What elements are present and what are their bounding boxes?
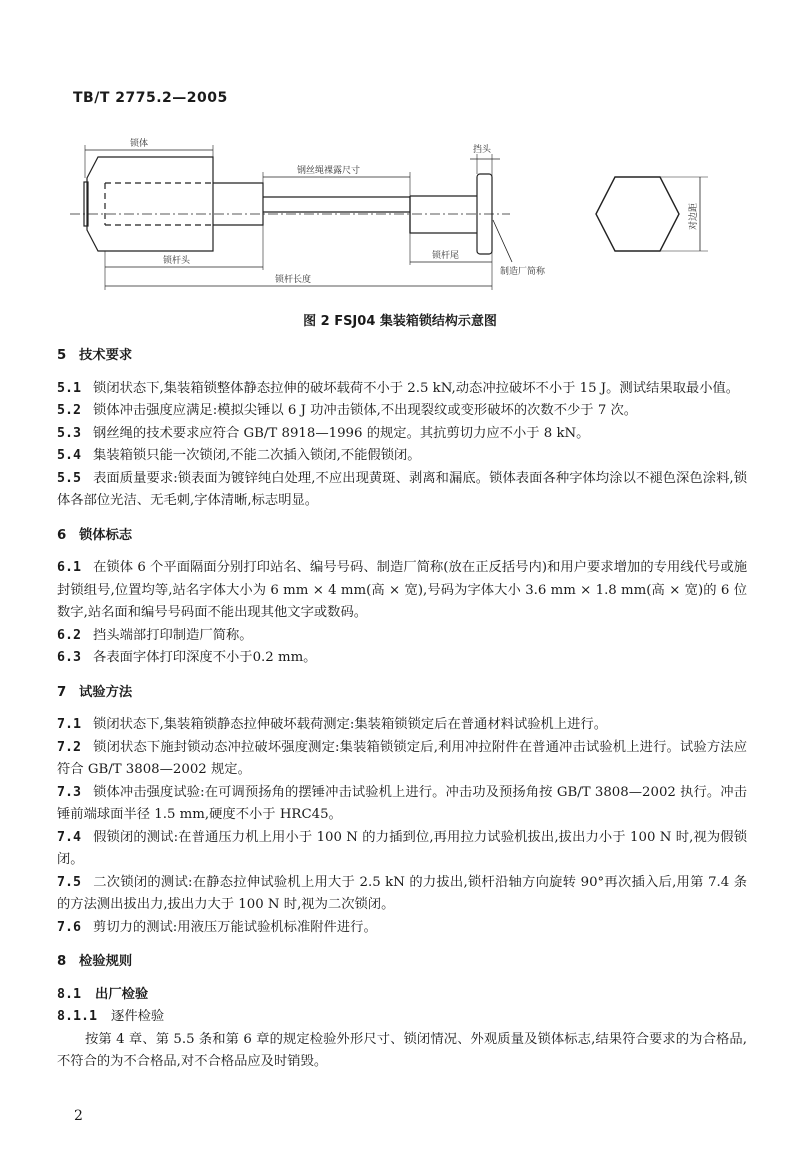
clause-5-2: 5.2 锁体冲击强度应满足:模拟尖锤以 6 J 功冲击锁体,不出现裂纹或变形破坏的次数不少于 7 次。 (57, 403, 638, 418)
label-rod-length: 锁杆长度 (275, 275, 312, 285)
label-wire-exposed: 钢丝绳裸露尺寸 (297, 166, 361, 176)
label-stop-head: 挡头 (473, 145, 492, 155)
clause-6-1: 6.1 在锁体 6 个平面隔面分别打印站名、编号号码、制造厂简称(放在正反括号内)和用户要求增加的专用线代号或施封锁组号,位置均等,站名字体大小为 6 mm × 4 mm(高 × 宽),号码为字体大小 3.6 mm × 1.8 mm(高 × 宽)的 6 位数字,站名面和编号号码面不能出现其他文字或数码。 (57, 560, 747, 620)
section-7-heading: 7 试验方法 (57, 684, 133, 700)
figure-caption: 图 2 FSJ04 集装箱锁结构示意图 (303, 314, 497, 329)
clause-7-6: 7.6 剪切力的测试:用液压万能试验机标准附件进行。 (57, 919, 377, 935)
clause-7-3: 7.3 锁体冲击强度试验:在可调预扬角的摆锤冲击试验机上进行。冲击功及预扬角按 GB/T 3808—2002 执行。冲击锤前端球面半径 1.5 mm,硬度不小于 HRC45。 (57, 784, 747, 822)
page-number: 2 (74, 1108, 83, 1124)
clause-5-5: 5.5 表面质量要求:锁表面为镀锌纯白处理,不应出现黄斑、剥离和漏底。锁体表面各种字体均涂以不褪色深色涂料,锁体各部位光洁、无毛刺,字体清晰,标志明显。 (57, 470, 747, 508)
standard-id: TB/T 2775.2—2005 (73, 90, 228, 106)
label-rod-head: 锁杆头 (163, 256, 191, 266)
document-body (57, 345, 747, 1074)
label-lock-body: 锁体 (130, 139, 149, 149)
subsection-8-1: 8.1 出厂检验 (57, 986, 149, 1002)
clause-5-3: 5.3 钢丝绳的技术要求应符合 GB/T 8918—1996 的规定。其抗剪切力应不小于 8 kN。 (57, 425, 590, 441)
lock-structure-diagram (0, 0, 800, 300)
clause-8-1-1-text: 按第 4 章、第 5.5 条和第 6 章的规定检验外形尺寸、锁闭情况、外观质量及锁体标志,结果符合要求的为合格品,不符合的为不合格品,对不合格品应及时销毁。 (57, 1031, 747, 1069)
label-maker-abbr: 制造厂简称 (500, 267, 546, 277)
section-6-heading: 6 锁体标志 (57, 527, 133, 543)
clause-5-4: 5.4 集装箱锁只能一次锁闭,不能二次插入锁闭,不能假锁闭。 (57, 448, 421, 463)
clause-7-1: 7.1 锁闭状态下,集装箱锁静态拉伸破坏载荷测定:集装箱锁锁定后在普通材料试验机上进行。 (57, 717, 608, 732)
clause-6-3: 6.3 各表面字体打印深度不小于0.2 mm。 (57, 650, 317, 665)
clause-8-1-1-heading: 8.1.1 逐件检验 (57, 1009, 165, 1024)
clause-7-5: 7.5 二次锁闭的测试:在静态拉伸试验机上用大于 2.5 kN 的力拔出,锁杆沿轴方向旋转 90°再次插入后,用第 7.4 条的方法测出拔出力,拔出力大于 100 N 时,视为二次锁闭。 (57, 874, 747, 912)
clause-7-2: 7.2 锁闭状态下施封锁动态冲拉破坏强度测定:集装箱锁锁定后,利用冲拉附件在普通冲击试验机上进行。试验方法应符合 GB/T 3808—2002 规定。 (57, 739, 747, 777)
section-8-heading: 8 检验规则 (57, 954, 133, 969)
clause-5-1: 5.1 锁闭状态下,集装箱锁整体静态拉伸的破坏载荷不小于 2.5 kN,动态冲拉破坏不小于 15 J。测试结果取最小值。 (57, 380, 740, 396)
label-rod-tail: 锁杆尾 (432, 251, 460, 261)
clause-6-2: 6.2 挡头端部打印制造厂简称。 (57, 627, 253, 643)
label-across-flats: 对边距 (689, 202, 699, 230)
section-5-heading: 5 技术要求 (57, 348, 133, 363)
clause-7-4: 7.4 假锁闭的测试:在普通压力机上用小于 100 N 的力插到位,再用拉力试验机拔出,拔出力小于 100 N 时,视为假锁闭。 (57, 829, 747, 867)
